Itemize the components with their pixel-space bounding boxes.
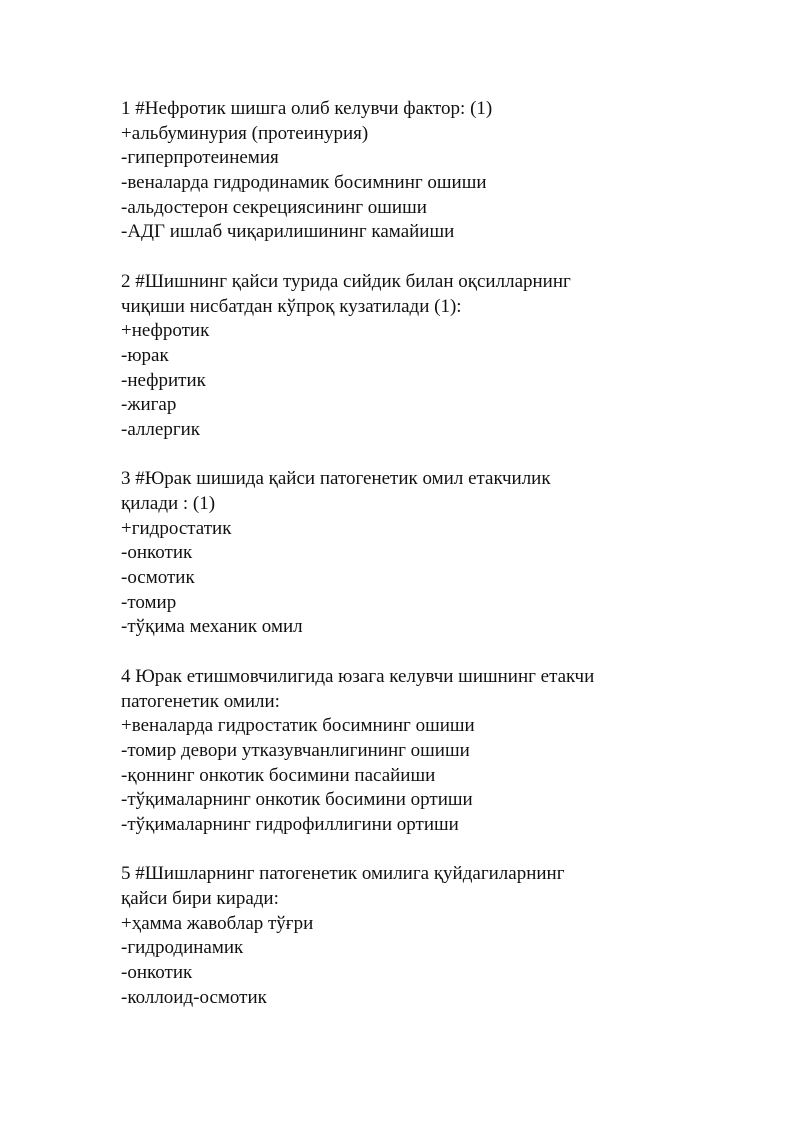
question-text: 4 Юрак етишмовчилигида юзага келувчи шишнинг етакчи	[121, 665, 595, 687]
question-block	[121, 665, 721, 838]
question-text-continued: патогенетик омили:	[121, 690, 280, 712]
question-text-continued: қилади : (1)	[121, 493, 216, 514]
answer-option: -қоннинг онкотик босимини пасайиши	[121, 764, 436, 786]
answer-option: +нефротик	[121, 320, 210, 342]
answer-option: -гиперпротеинемия	[121, 147, 279, 169]
answer-option: -томир	[121, 591, 177, 613]
answer-option: -тўқима механик омил	[121, 616, 303, 638]
answer-option: +гидростатик	[121, 517, 232, 539]
answer-option: -нефритик	[121, 369, 206, 391]
answer-option: -осмотик	[121, 567, 195, 589]
question-text: 3 #Юрак шишида қайси патогенетик омил етакчилик	[121, 468, 551, 490]
answer-option: -тўқималарнинг гидрофиллигини ортиши	[121, 813, 459, 835]
answer-option: -гидродинамик	[121, 937, 244, 959]
question-text-continued: қайси бири киради:	[121, 888, 279, 909]
answer-option: -жигар	[121, 394, 177, 416]
question-text: 1 #Нефротик шишга олиб келувчи фактор: (1)	[121, 98, 493, 119]
question-text-continued: чиқиши нисбатдан кўпроқ кузатилади (1):	[121, 295, 462, 317]
answer-option: -тўқималарнинг онкотик босимини ортиши	[121, 789, 473, 811]
answer-option: -аллергик	[121, 418, 201, 440]
question-block	[121, 270, 721, 443]
question-text: 5 #Шишларнинг патогенетик омилига қуйдагиларнинг	[121, 863, 565, 885]
question-block	[121, 862, 721, 1010]
answer-option: -томир девори утказувчанлигининг ошиши	[121, 739, 470, 761]
question-block	[121, 467, 721, 640]
question-text: 2 #Шишнинг қайси турида сийдик билан оқсилларнинг	[121, 270, 571, 292]
answer-option: -коллоид-осмотик	[121, 986, 267, 1008]
answer-option: -веналарда гидродинамик босимнинг ошиши	[121, 172, 487, 194]
answer-option: -АДГ ишлаб чиқарилишининг камайиши	[121, 221, 455, 243]
answer-option: +альбуминурия (протеинурия)	[121, 122, 369, 144]
answer-option: -онкотик	[121, 962, 193, 984]
document-content	[121, 97, 721, 1035]
question-block	[121, 97, 721, 245]
answer-option: -онкотик	[121, 542, 193, 564]
answer-option: +ҳамма жавоблар тўғри	[121, 912, 314, 934]
answer-option: -альдостерон секрециясининг ошиши	[121, 196, 427, 218]
answer-option: +веналарда гидростатик босимнинг ошиши	[121, 715, 475, 737]
answer-option: -юрак	[121, 344, 169, 366]
